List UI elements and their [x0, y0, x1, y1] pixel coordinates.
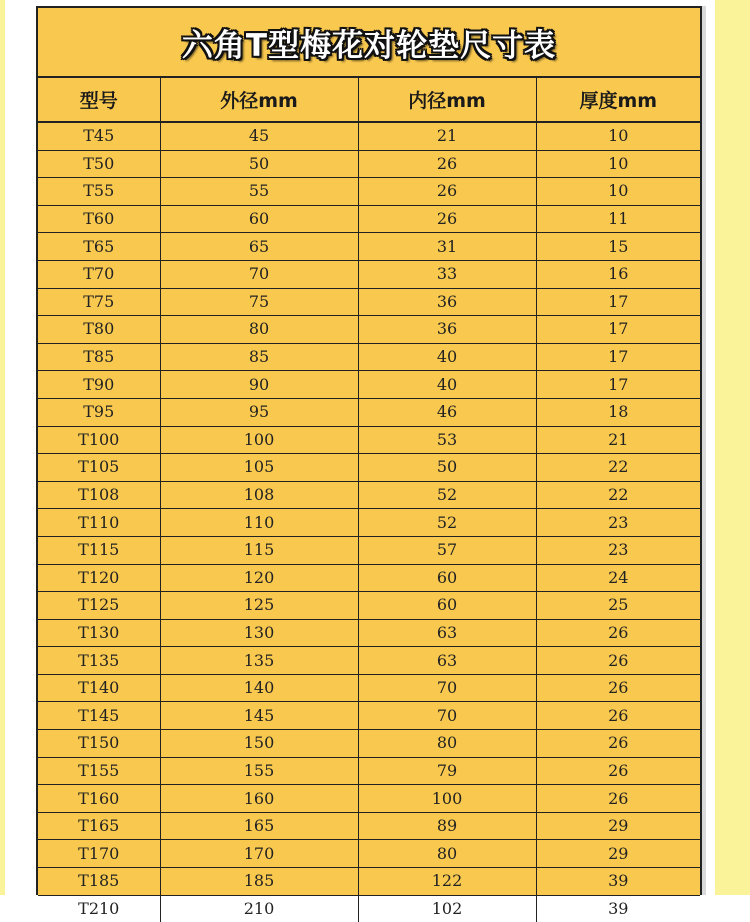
- table-row: [38, 840, 700, 868]
- cell-outer-diameter: 60: [160, 205, 358, 233]
- table-row: [38, 316, 700, 344]
- cell-model: T108: [38, 481, 160, 509]
- cell-thickness: 26: [536, 785, 700, 813]
- cell-model: T95: [38, 398, 160, 426]
- cell-thickness: 25: [536, 592, 700, 620]
- header-inner-diameter: 内径mm: [358, 78, 536, 122]
- cell-inner-diameter: 100: [358, 785, 536, 813]
- cell-thickness: 29: [536, 840, 700, 868]
- table-row: [38, 454, 700, 482]
- cell-outer-diameter: 160: [160, 785, 358, 813]
- cell-model: T155: [38, 757, 160, 785]
- cell-inner-diameter: 60: [358, 592, 536, 620]
- table-title: 六角T型梅花对轮垫尺寸表: [181, 27, 557, 64]
- cell-outer-diameter: 50: [160, 150, 358, 178]
- cell-thickness: 26: [536, 674, 700, 702]
- cell-outer-diameter: 100: [160, 426, 358, 454]
- cell-outer-diameter: 170: [160, 840, 358, 868]
- cell-inner-diameter: 40: [358, 371, 536, 399]
- cell-outer-diameter: 210: [160, 895, 358, 922]
- cell-outer-diameter: 105: [160, 454, 358, 482]
- table-row: [38, 260, 700, 288]
- cell-outer-diameter: 70: [160, 260, 358, 288]
- cell-thickness: 39: [608, 898, 629, 918]
- cell-thickness: 17: [536, 371, 700, 399]
- cell-model: T105: [38, 454, 160, 482]
- table-row: [38, 343, 700, 371]
- table-row: [38, 150, 700, 178]
- cell-thickness: 23: [536, 536, 700, 564]
- cell-model: T165: [38, 812, 160, 840]
- cell-outer-diameter: 140: [160, 674, 358, 702]
- table-row: [38, 785, 700, 813]
- cell-model: T75: [38, 288, 160, 316]
- cell-outer-diameter: 150: [160, 730, 358, 758]
- cell-outer-diameter: 45: [160, 122, 358, 150]
- size-table: [38, 78, 700, 922]
- cell-inner-diameter: 57: [358, 536, 536, 564]
- table-row: [38, 509, 700, 537]
- cell-thickness: 39: [536, 868, 700, 896]
- table-row: [38, 730, 700, 758]
- cell-outer-diameter: 90: [160, 371, 358, 399]
- cell-inner-diameter: 31: [358, 233, 536, 261]
- cell-inner-diameter: 26: [358, 150, 536, 178]
- cell-thickness: 10: [536, 178, 700, 206]
- cell-inner-diameter: 26: [358, 205, 536, 233]
- table-row: [38, 122, 700, 150]
- table-row: [38, 647, 700, 675]
- size-table-sheet: [36, 6, 702, 918]
- table-row: [38, 812, 700, 840]
- cell-inner-diameter: 21: [358, 122, 536, 150]
- cell-inner-diameter: 52: [358, 509, 536, 537]
- cell-model: T120: [38, 564, 160, 592]
- cell-model: T85: [38, 343, 160, 371]
- table-row: [38, 288, 700, 316]
- cell-model: T90: [38, 371, 160, 399]
- cell-thickness: 26: [536, 702, 700, 730]
- cell-thickness: 17: [536, 288, 700, 316]
- cell-inner-diameter: 60: [358, 564, 536, 592]
- cell-outer-diameter: 65: [160, 233, 358, 261]
- title-bar: [38, 8, 700, 78]
- cell-model: T140: [38, 674, 160, 702]
- header-outer-diameter: 外径mm: [160, 78, 358, 122]
- cell-thickness: 24: [536, 564, 700, 592]
- cell-thickness: 26: [536, 757, 700, 785]
- cell-inner-diameter: 36: [358, 316, 536, 344]
- table-row: [38, 398, 700, 426]
- cell-inner-diameter: 26: [358, 178, 536, 206]
- cell-thickness: 10: [536, 150, 700, 178]
- cell-model: T185: [38, 868, 160, 896]
- cell-thickness: 17: [536, 343, 700, 371]
- cell-thickness: 26: [536, 730, 700, 758]
- cell-inner-diameter: 80: [358, 730, 536, 758]
- cell-inner-diameter: 63: [358, 647, 536, 675]
- table-row: [38, 536, 700, 564]
- cell-model: T150: [38, 730, 160, 758]
- cell-outer-diameter: 130: [160, 619, 358, 647]
- table-row: [38, 702, 700, 730]
- table-row: [38, 674, 700, 702]
- cell-thickness: 18: [536, 398, 700, 426]
- table-row: [38, 619, 700, 647]
- sheet-edge-shadow: [702, 6, 706, 895]
- cell-model: T55: [38, 178, 160, 206]
- cell-thickness: 11: [536, 205, 700, 233]
- cell-model: T100: [38, 426, 160, 454]
- cell-model: T170: [38, 840, 160, 868]
- cell-model: T60: [38, 205, 160, 233]
- table-row: [38, 371, 700, 399]
- table-row: [38, 592, 700, 620]
- table-row: [38, 564, 700, 592]
- table-row: [38, 233, 700, 261]
- cell-outer-diameter: 145: [160, 702, 358, 730]
- cell-model: T160: [38, 785, 160, 813]
- table-row: [38, 757, 700, 785]
- cell-inner-diameter: 70: [358, 674, 536, 702]
- table-row: [38, 205, 700, 233]
- cell-outer-diameter: 120: [160, 564, 358, 592]
- cell-model: T145: [38, 702, 160, 730]
- cell-model: T45: [38, 122, 160, 150]
- cell-model: T125: [38, 592, 160, 620]
- cell-inner-diameter: 70: [358, 702, 536, 730]
- table-row: [38, 868, 700, 896]
- cell-inner-diameter: 79: [358, 757, 536, 785]
- cell-outer-diameter: 80: [160, 316, 358, 344]
- cell-outer-diameter: 95: [160, 398, 358, 426]
- cell-inner-diameter: 63: [358, 619, 536, 647]
- table-row: [38, 895, 700, 922]
- table-row: [38, 178, 700, 206]
- cell-outer-diameter: 185: [160, 868, 358, 896]
- cell-inner-diameter: 122: [358, 868, 536, 896]
- cell-outer-diameter: 55: [160, 178, 358, 206]
- cell-outer-diameter: 125: [160, 592, 358, 620]
- cell-thickness: 22: [536, 454, 700, 482]
- cell-inner-diameter: 80: [358, 840, 536, 868]
- cell-thickness: 16: [536, 260, 700, 288]
- table-row: [38, 481, 700, 509]
- cell-outer-diameter: 110: [160, 509, 358, 537]
- cell-outer-diameter: 115: [160, 536, 358, 564]
- cell-outer-diameter: 135: [160, 647, 358, 675]
- cell-thickness: 17: [536, 316, 700, 344]
- left-margin-strip: [0, 0, 5, 895]
- cell-thickness: 22: [536, 481, 700, 509]
- table-row: [38, 426, 700, 454]
- cell-thickness: 23: [536, 509, 700, 537]
- cell-thickness: 29: [536, 812, 700, 840]
- cell-model: T110: [38, 509, 160, 537]
- cell-model: T115: [38, 536, 160, 564]
- cell-model: T80: [38, 316, 160, 344]
- cell-outer-diameter: 75: [160, 288, 358, 316]
- right-margin-strip: [715, 0, 750, 895]
- cell-model: T70: [38, 260, 160, 288]
- cell-outer-diameter: 165: [160, 812, 358, 840]
- header-row: [38, 78, 700, 122]
- cell-inner-diameter: 33: [358, 260, 536, 288]
- cell-inner-diameter: 36: [358, 288, 536, 316]
- cell-model: T50: [38, 150, 160, 178]
- cell-thickness: 21: [536, 426, 700, 454]
- cell-model: T210: [38, 895, 160, 922]
- cell-model: T130: [38, 619, 160, 647]
- header-model: 型号: [38, 78, 160, 122]
- cell-model: T65: [38, 233, 160, 261]
- cell-inner-diameter: 46: [358, 398, 536, 426]
- cell-inner-diameter: 52: [358, 481, 536, 509]
- cell-outer-diameter: 85: [160, 343, 358, 371]
- cell-inner-diameter: 89: [358, 812, 536, 840]
- cell-thickness: 26: [536, 647, 700, 675]
- cell-model: T135: [38, 647, 160, 675]
- cell-inner-diameter: 50: [358, 454, 536, 482]
- cell-outer-diameter: 108: [160, 481, 358, 509]
- cell-thickness: 10: [536, 122, 700, 150]
- cell-thickness: 15: [536, 233, 700, 261]
- cell-thickness: 26: [536, 619, 700, 647]
- cell-inner-diameter: 102: [358, 895, 536, 922]
- cell-inner-diameter: 53: [358, 426, 536, 454]
- cell-outer-diameter: 155: [160, 757, 358, 785]
- cell-inner-diameter: 40: [358, 343, 536, 371]
- header-thickness: 厚度mm: [536, 78, 700, 122]
- table-body: [38, 122, 700, 922]
